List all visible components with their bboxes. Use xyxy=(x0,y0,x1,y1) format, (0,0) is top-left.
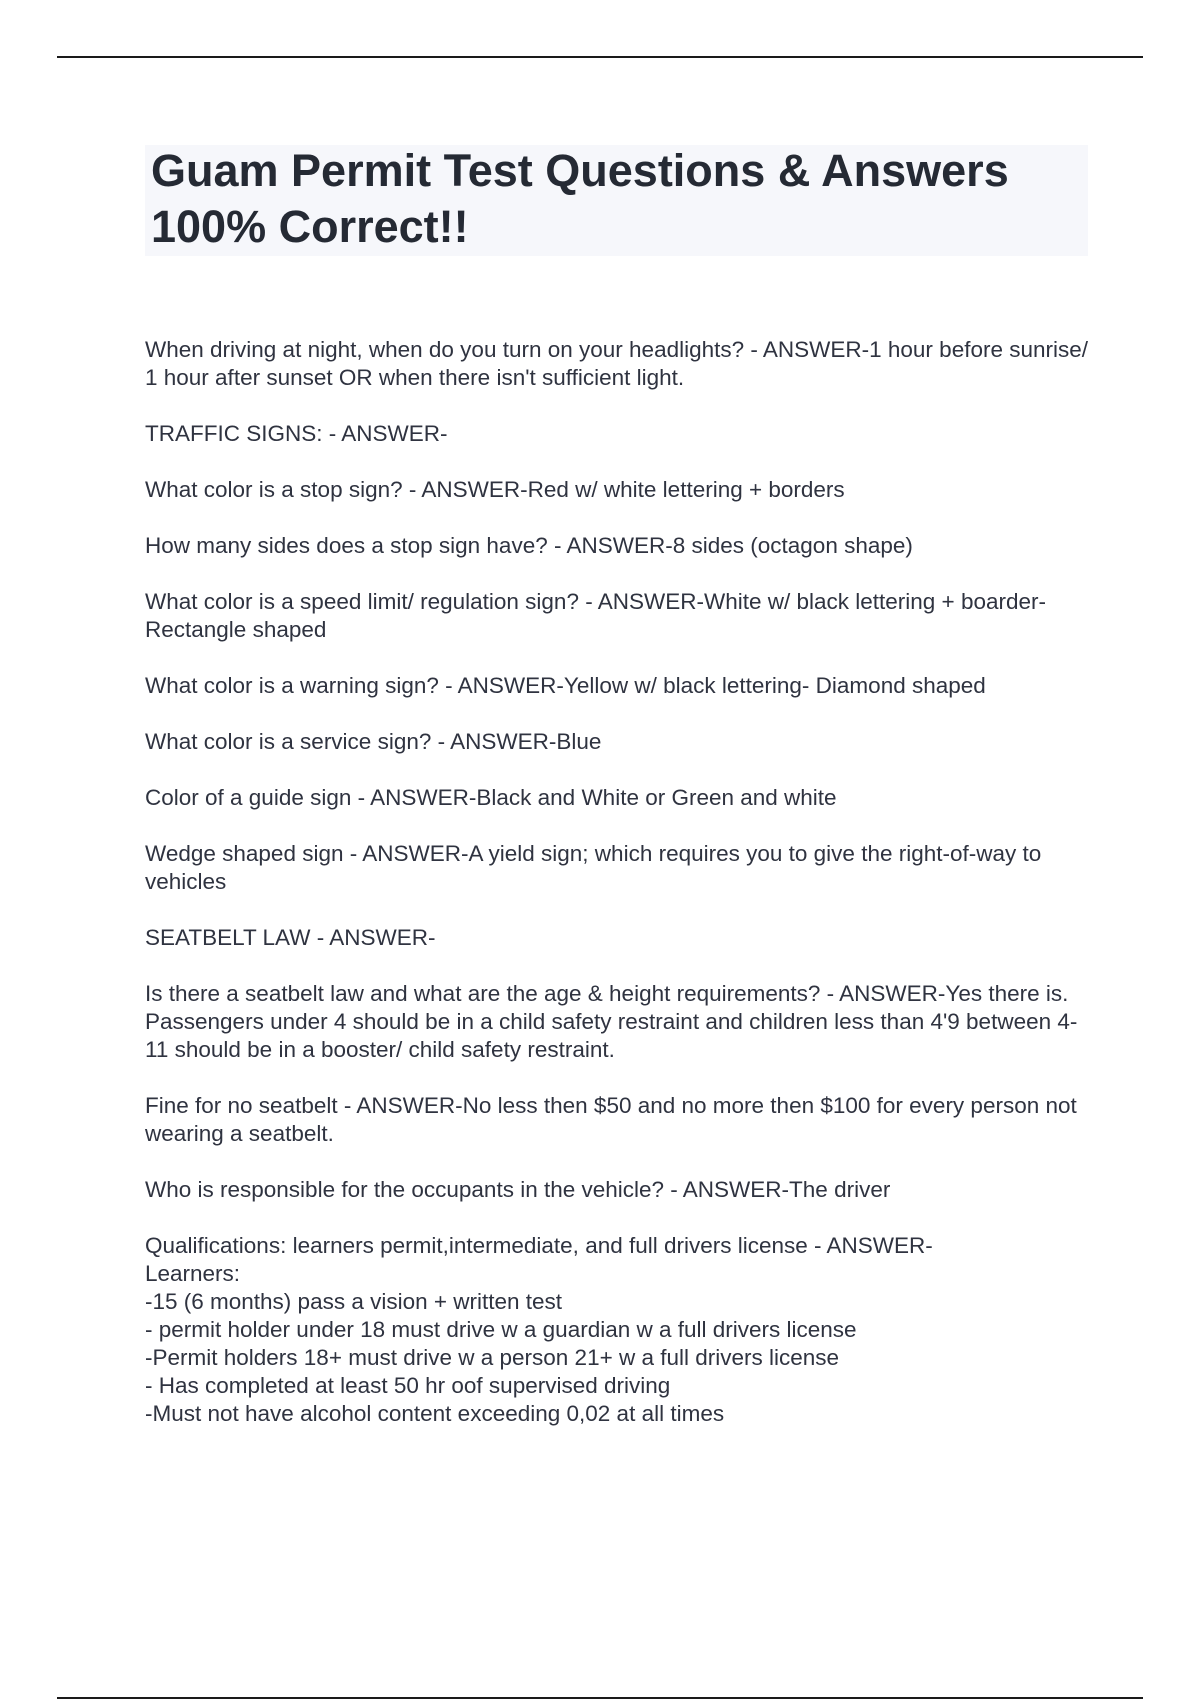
qa-headlights: When driving at night, when do you turn on your headlights? - ANSWER-1 hour before sunrise/ 1 hour after sunset OR when there isn't sufficient light. xyxy=(145,337,1089,390)
section-traffic-signs: TRAFFIC SIGNS: - ANSWER- xyxy=(145,421,448,446)
qa-warning-sign: What color is a warning sign? - ANSWER-Yellow w/ black lettering- Diamond shaped xyxy=(145,673,986,698)
qa-wedge-sign: Wedge shaped sign - ANSWER-A yield sign; which requires you to give the right-of-way to vehicles xyxy=(145,841,1042,894)
qa-speed-limit-sign: What color is a speed limit/ regulation sign? - ANSWER-White w/ black lettering + boarder- Rectangle shaped xyxy=(145,589,1046,642)
qa-seatbelt-fine: Fine for no seatbelt - ANSWER-No less then $50 and no more then $100 for every person not wearing a seatbelt. xyxy=(145,1093,1077,1146)
qa-stop-sign-color: What color is a stop sign? - ANSWER-Red w/ white lettering + borders xyxy=(145,477,845,502)
top-rule xyxy=(57,56,1143,58)
qa-seatbelt-requirements: Is there a seatbelt law and what are the age & height requirements? - ANSWER-Yes there is. Passengers under 4 should be in a child safety restraint and children less than 4'9 between 4-11 should be in a booster/ child safety restraint. xyxy=(145,981,1078,1062)
qa-service-sign: What color is a service sign? - ANSWER-Blue xyxy=(145,729,602,754)
qa-license-qualifications: Qualifications: learners permit,intermediate, and full drivers license - ANSWER- Learners: -15 (6 months) pass a vision + written test - permit holder under 18 must drive w a guardian w a full drivers license -Permit holders 18+ must drive w a person 21+ w a full drivers license - Has completed at least 50 hr oof supervised driving -Must not have alcohol content exceeding 0,02 at all times xyxy=(145,1233,933,1426)
qa-stop-sign-sides: How many sides does a stop sign have? - ANSWER-8 sides (octagon shape) xyxy=(145,533,913,558)
document-body xyxy=(145,336,1095,1456)
section-seatbelt-law: SEATBELT LAW - ANSWER- xyxy=(145,925,436,950)
qa-responsible-occupants: Who is responsible for the occupants in the vehicle? - ANSWER-The driver xyxy=(145,1177,891,1202)
title-block xyxy=(145,145,1088,256)
qa-guide-sign: Color of a guide sign - ANSWER-Black and White or Green and white xyxy=(145,785,837,810)
document-title: Guam Permit Test Questions & Answers 100% Correct!! xyxy=(151,145,1009,252)
bottom-rule xyxy=(57,1697,1143,1699)
